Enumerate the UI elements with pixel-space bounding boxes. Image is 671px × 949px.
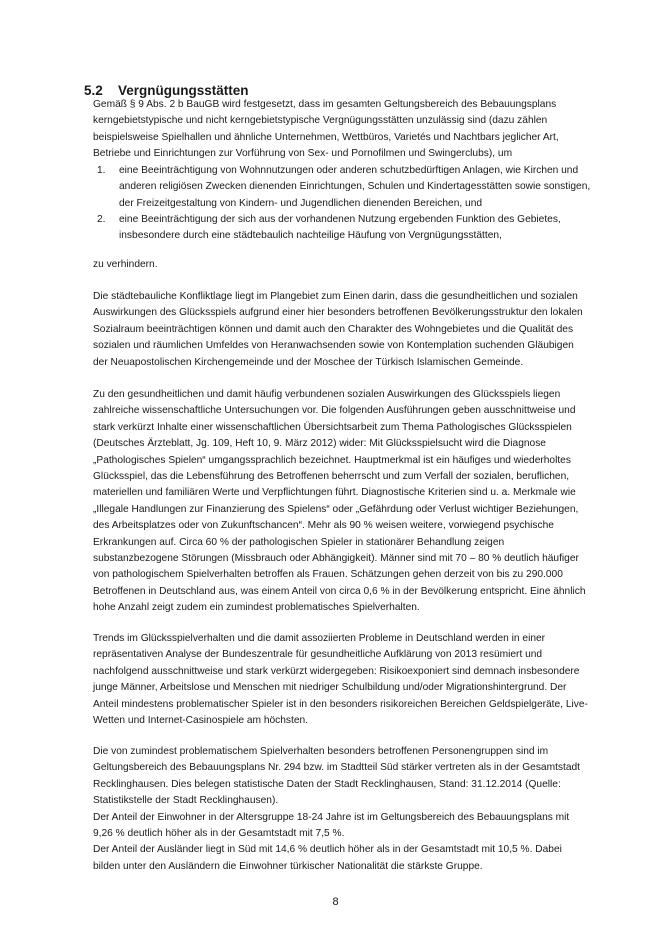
text-line: Statistikstelle der Stadt Recklinghausen).: [93, 795, 279, 807]
text-line: Sozialraum beeinträchtigen können und damit auch den Charakter des Wohngebietes und die Qualität des: [93, 323, 574, 335]
section-heading: [84, 83, 249, 98]
paragraph-health-effects: [93, 387, 593, 616]
text-line: eine Beeinträchtigung der sich aus der vorhandenen Nutzung ergebenden Funktion des Gebietes,: [119, 214, 561, 225]
text-line: Erkrankungen auf. Circa 60 % der pathologischen Spieler in stationärer Behandlung zeigen: [93, 536, 505, 548]
text-line: Der Anteil der Einwohner in der Altersgruppe 18-24 Jahre ist im Geltungsbereich des Bebauungsplans mit: [93, 811, 570, 823]
text-line: von pathologischem Spielverhalten betroffen als Frauen. Schätzungen gehen derzeit von bis zu 290.000: [93, 569, 563, 581]
text-line: Wetten und Internet-Casinospiele am höchsten.: [93, 714, 309, 726]
text-line: zu verhindern.: [93, 259, 158, 270]
text-line: der Freizeitgestaltung von Kindern- und Jugendlichen dienenden Bereichen, und: [119, 197, 483, 209]
page-number: 8: [332, 896, 339, 908]
text-line: Die von zumindest problematischem Spielverhalten besonders betroffenen Personengruppen sind im: [93, 746, 549, 757]
text-line: nachfolgend ausschnittweise und stark verkürzt widergegeben: Risikoexponiert sind demnach insbesondere: [93, 665, 580, 677]
list-marker: 2.: [97, 214, 106, 225]
text-line: Der Anteil der Ausländer liegt in Süd mit 14,6 % deutlich höher als in der Gesamtstadt mit 10,5 %. Dabei: [93, 844, 562, 856]
text-line: materiellen und familiären Werte und Verpflichtungen führt. Diagnostische Kriterien sind u. a. Merkmale wie: [93, 487, 576, 499]
text-line: 9,26 % deutlich höher als in der Gesamtstadt mit 7,5 %.: [93, 827, 345, 839]
text-line: des Arbeitsplatzes oder von Zukunftschancen“. Mehr als 90 % weisen weitere, vorwiegend psychische: [93, 520, 554, 532]
text-line: (Deutsches Ärzteblatt, Jg. 109, Heft 10, 9. März 2012) wider: Mit Glücksspielsucht wird die Diagnose: [93, 438, 546, 450]
text-line: sozialen und räumlichen Umfeldes von Heranwachsenden sowie von Kontemplation suchenden Gläubigen: [93, 340, 574, 352]
text-line: Anteil mindestens problematischer Spieler ist in den besonders risikoreichen Bereichen Geldspielgeräte, Live-: [93, 698, 588, 710]
section-title: Vergnügungsstätten: [118, 83, 249, 98]
text-line: der Neuapostolischen Kirchengemeinde und der Moschee der Türkisch Islamischen Gemeinde.: [93, 356, 524, 368]
closing-line: [93, 257, 593, 273]
text-line: „Illegale Handlungen zur Finanzierung des Spielens“ oder „Gefährdung oder Verlust wichtiger Beziehungen,: [93, 503, 579, 515]
text-line: Geltungsbereich des Bebauungsplans Nr. 294 bzw. im Stadtteil Süd stärker vertreten als in der Gesamtstadt: [93, 762, 580, 774]
text-line: eine Beeinträchtigung von Wohnnutzungen oder anderen schutzbedürftigen Anlagen, wie Kirchen und: [119, 165, 579, 176]
text-line: anderen religiösen Zwecken dienenden Einrichtungen, Schulen und Kindertagesstätten sowie sonstigen,: [119, 181, 591, 193]
text-line: Recklinghausen. Dies belegen statistische Daten der Stadt Recklinghausen, Stand: 31.12.2014 (Quelle:: [93, 778, 561, 790]
text-line: insbesondere durch eine städtebaulich nachteilige Häufung von Vergnügungsstätten,: [119, 230, 502, 242]
paragraph-statistics: [93, 744, 593, 875]
text-line: hohe Anzahl zeigt zudem ein zumindest problematisches Spielverhalten.: [93, 602, 420, 614]
text-line: Betroffenen in Deutschland aus, was einem Anteil von circa 0,6 % in der Bevölkerung entspricht. Eine ähnlich: [93, 585, 586, 597]
text-line: beispielsweise Spielhallen und ähnliche Unternehmen, Wettbüros, Varietés und Nachtbars jeglicher Art,: [93, 131, 559, 143]
text-line: substanzbezogene Störungen (Missbrauch oder Abhängigkeit). Männer sind mit 70 – 80 % deutlich häufiger: [93, 552, 579, 564]
text-line: Zu den gesundheitlichen und damit häufig verbundenen sozialen Auswirkungen des Glücksspiels liegen: [93, 389, 561, 400]
section-number: 5.2: [84, 83, 103, 98]
list-marker: 1.: [97, 165, 106, 176]
text-line: Glücksspiel, das die Lebensführung des Betroffenen beherrscht und zum Verfall der sozialen, beruflichen,: [93, 470, 570, 482]
text-line: Betriebe und Einrichtungen zur Vorführung von Sex- und Pornofilmen und Swingerclubs), um: [93, 148, 513, 160]
text-line: Auswirkungen des Glücksspiels aufgrund einer hier besonders betroffenen Bevölkerungsstruktur den lokalen: [93, 307, 583, 319]
paragraph-conflict: [93, 289, 593, 371]
text-line: kerngebietstypische und nicht kerngebietstypische Vergnügungsstätten unzulässig sind (dazu zählen: [93, 115, 548, 127]
text-line: junge Männer, Arbeitslose und Menschen mit niedriger Schulbildung und/oder Migrationshintergrund. Der: [93, 682, 567, 694]
text-line: repräsentativen Analyse der Bundeszentrale für gesundheitliche Aufklärung von 2013 resümiert und: [93, 649, 543, 661]
text-line: Gemäß § 9 Abs. 2 b BauGB wird festgesetzt, dass im gesamten Geltungsbereich des Bebauungsplans: [93, 99, 557, 110]
text-line: zahlreiche wissenschaftliche Untersuchungen vor. Die folgenden Ausführungen geben ausschnittweise und: [93, 405, 576, 417]
intro-paragraph: [93, 97, 593, 163]
text-line: Die städtebauliche Konfliktlage liegt im Plangebiet zum Einen darin, dass die gesundheitlichen und sozialen: [93, 291, 578, 302]
text-line: stark verkürzt Inhalte einer wissenschaftlichen Übersichtsarbeit zum Thema Pathologisches Glücksspielen: [93, 421, 572, 433]
text-line: „Pathologisches Spielen“ umgangssprachlich bezeichnet. Hauptmerkmal ist ein häufiges und wiederholtes: [93, 454, 571, 466]
text-line: Trends im Glücksspielverhalten und die damit assoziierten Probleme in Deutschland werden in einer: [93, 633, 546, 644]
text-line: bilden unter den Ausländern die Einwohner türkischer Nationalität die stärkste Gruppe.: [93, 860, 483, 872]
paragraph-trends: [93, 631, 593, 729]
